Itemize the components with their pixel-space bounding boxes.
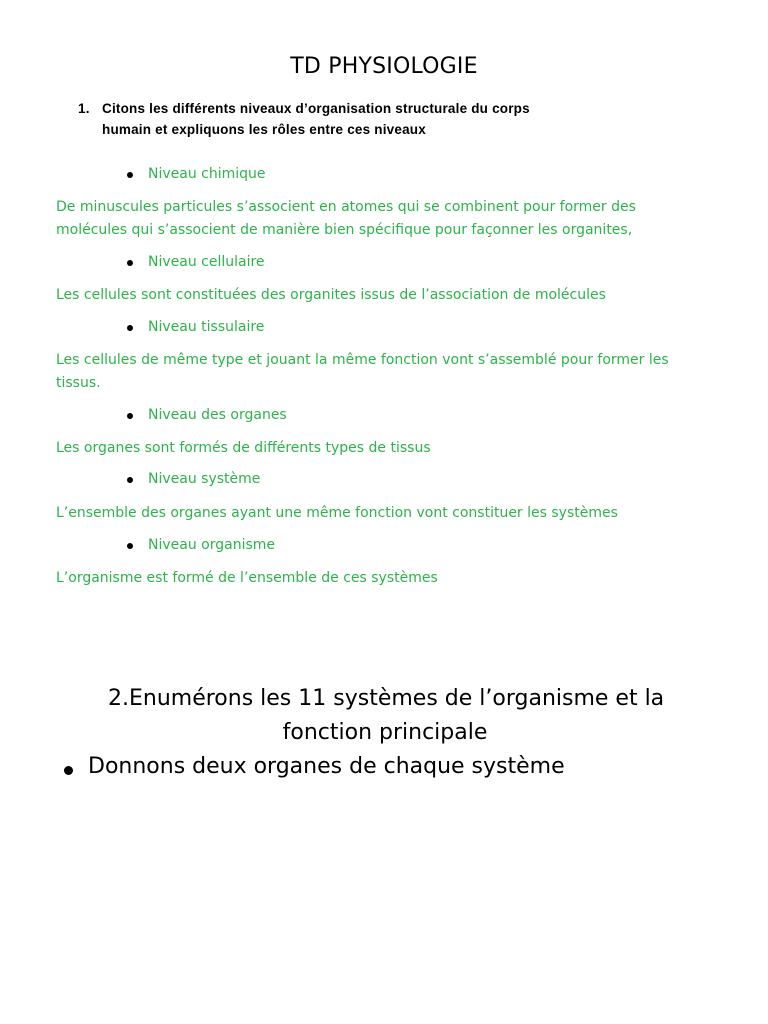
question-1-line-2: humain et expliquons les rôles entre ces niveaux xyxy=(102,122,426,137)
bullet-icon xyxy=(127,325,133,331)
level-description: Les cellules sont constituées des organites issus de l’association de molécules xyxy=(56,287,606,303)
level-description: L’organisme est formé de l’ensemble de ces systèmes xyxy=(56,570,438,586)
question-1 xyxy=(78,98,678,140)
level-label: Niveau des organes xyxy=(148,407,287,423)
level-description: Les cellules de même type et jouant la même fonction vont s’assemblé pour former les tissus. xyxy=(56,352,669,391)
level-description: Les organes sont formés de différents types de tissus xyxy=(56,440,431,456)
level-description: De minuscules particules s’associent en atomes qui se combinent pour former des molécules qui s’associent de manière bien spécifique pour façonner les organites, xyxy=(56,199,636,238)
level-description: L’ensemble des organes ayant une même fonction vont constituer les systèmes xyxy=(56,505,618,521)
bullet-icon xyxy=(127,477,133,483)
bullet-icon xyxy=(127,543,133,549)
bullet-icon xyxy=(64,766,73,775)
level-item-chimique xyxy=(127,166,266,182)
level-label: Niveau organisme xyxy=(148,537,276,553)
question-1-line-1: Citons les différents niveaux d’organisation structurale du corps xyxy=(102,101,530,116)
level-label: Niveau cellulaire xyxy=(148,254,265,270)
level-label: Niveau tissulaire xyxy=(148,319,265,335)
level-label: Niveau chimique xyxy=(148,166,266,182)
bullet-icon xyxy=(127,172,133,178)
level-item-organisme xyxy=(127,537,275,553)
question-2-bullet-label: Donnons deux organes de chaque système xyxy=(88,754,565,779)
question-2-line-2: fonction principale xyxy=(282,720,488,745)
bullet-icon xyxy=(127,260,133,266)
bullet-icon xyxy=(127,413,133,419)
level-item-cellulaire xyxy=(127,254,265,270)
document-title: TD PHYSIOLOGIE xyxy=(290,54,478,79)
question-2-line-1: 2.Enumérons les 11 systèmes de l’organisme et la xyxy=(108,686,665,711)
level-item-tissulaire xyxy=(127,319,264,335)
level-item-organes xyxy=(127,407,287,423)
level-item-systeme xyxy=(127,471,260,487)
level-label: Niveau système xyxy=(148,471,261,487)
question-1-number: 1. xyxy=(78,101,90,116)
question-2-bullet xyxy=(64,754,565,779)
